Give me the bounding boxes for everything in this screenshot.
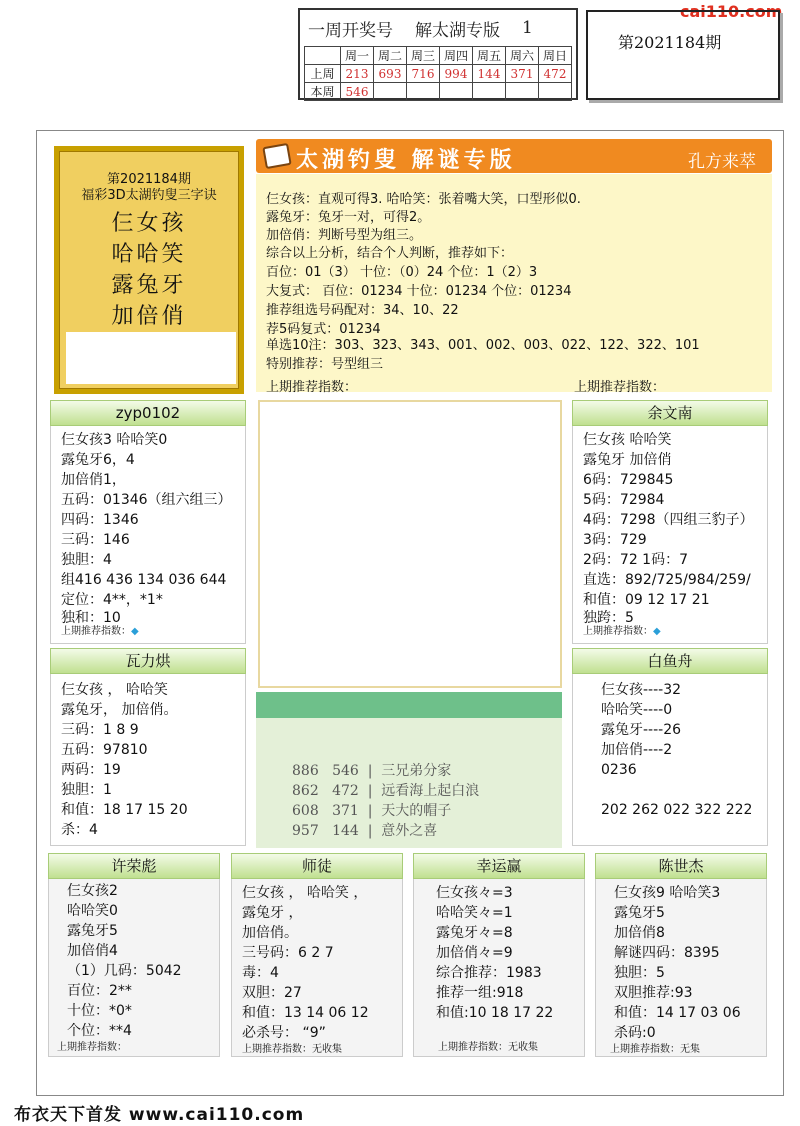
card-title: 许荣彪 <box>48 853 220 879</box>
issue-box <box>586 10 780 100</box>
index-label: 上期推荐指数：无集 <box>610 1044 700 1055</box>
card-line: 仨女孩----32 <box>601 682 682 698</box>
table-row <box>305 65 572 83</box>
card-line: 四码：1346 <box>61 512 139 528</box>
analysis-line: 加倍俏：判断号型为组三。 <box>266 228 423 243</box>
card-line: 加倍俏1， <box>61 472 126 488</box>
day-header: 周三 <box>407 47 440 65</box>
expert-card-baiyuzhou <box>572 648 768 846</box>
card-line: 露兔牙----26 <box>601 722 682 738</box>
card-line: 三码：146 <box>61 532 130 548</box>
card-line: 哈哈笑0 <box>67 903 118 919</box>
card-title: 瓦力烘 <box>50 648 246 674</box>
card-line: 和值：09 12 17 21 <box>583 592 710 608</box>
card-line: 两码：19 <box>61 762 121 778</box>
draw-number: 144 <box>473 65 506 83</box>
card-line: 毒：4 <box>242 965 279 981</box>
draw-number: 994 <box>440 65 473 83</box>
riddle-words <box>60 208 238 332</box>
expert-card-chenshijie <box>595 853 767 1057</box>
card-title: 师徒 <box>231 853 403 879</box>
diamond-icon: ◆ <box>131 626 139 637</box>
table-row <box>305 47 572 65</box>
card-line: 独胆：1 <box>61 782 112 798</box>
expert-card-zyp0102 <box>50 400 246 644</box>
draw-number: 693 <box>374 65 407 83</box>
row-label: 上周 <box>305 65 341 83</box>
draw-number: 472 <box>539 65 572 83</box>
card-line: 十位：*0* <box>67 1003 132 1019</box>
card-title: 幸运赢 <box>413 853 585 879</box>
card-line: 独胆：4 <box>61 552 112 568</box>
card-line: 6码：729845 <box>583 472 674 488</box>
scroll-icon <box>262 143 291 169</box>
expert-card-walihong <box>50 648 246 846</box>
card-line: 组416 436 134 036 644 <box>61 572 227 588</box>
card-line: 杀码:0 <box>614 1025 656 1041</box>
analysis-line: 单选10注：303、323、343、001、002、003、022、122、322、101 <box>266 338 700 353</box>
history-line: 862 472 | 远看海上起白浪 <box>292 783 480 799</box>
card-line: 露兔牙5 <box>614 905 665 921</box>
card-line: 加倍俏----2 <box>601 742 673 758</box>
riddle-subtitle: 福彩3D太湖钓叟三字诀 <box>81 188 217 203</box>
riddle-word: 露兔牙 <box>111 273 187 298</box>
riddle-word: 仨女孩 <box>111 211 187 236</box>
day-header: 周二 <box>374 47 407 65</box>
index-label: 上期推荐指数：无收集 <box>242 1044 342 1055</box>
weekly-title-left: 一周开奖号 <box>308 20 393 41</box>
card-line: 和值：14 17 03 06 <box>614 1005 741 1021</box>
card-line: （1）几码：5042 <box>67 963 182 979</box>
draw-number <box>539 83 572 101</box>
analysis-line: 大复式： 百位：01234 十位：01234 个位：01234 <box>266 284 572 299</box>
card-line: 必杀号： “9” <box>242 1025 326 1041</box>
card-title: zyp0102 <box>50 400 246 426</box>
card-line: 个位：**4 <box>67 1023 132 1039</box>
card-line: 双胆推荐:93 <box>614 985 693 1001</box>
card-line <box>601 780 767 800</box>
card-line: 加倍俏。 <box>242 925 298 941</box>
day-header: 周一 <box>341 47 374 65</box>
section-author: 孔方来萃 <box>688 152 756 172</box>
card-line: 加倍俏々=9 <box>436 945 513 961</box>
section-title: 太湖钓叟 解谜专版 <box>296 147 516 173</box>
riddle-box <box>54 146 244 394</box>
card-line: 4码：7298（四组三豹子） <box>583 512 754 528</box>
card-line: 定位：4**，*1* <box>61 592 163 608</box>
card-line: 露兔牙6，4 <box>61 452 135 468</box>
card-line: 独和：10 <box>61 610 121 626</box>
history-line: 608 371 | 天大的帽子 <box>292 803 452 819</box>
card-line: 加倍俏4 <box>67 943 118 959</box>
index-label: 上期推荐指数： <box>574 380 666 395</box>
draw-number <box>473 83 506 101</box>
card-line: 百位：2** <box>67 983 132 999</box>
section-title-bar <box>256 139 772 173</box>
card-line: 露兔牙5 <box>67 923 118 939</box>
index-label: 上期推荐指数： <box>61 626 131 637</box>
card-line: 哈哈笑----0 <box>601 702 673 718</box>
draw-number: 213 <box>341 65 374 83</box>
card-line: 露兔牙々=8 <box>436 925 513 941</box>
analysis-panel <box>256 174 772 395</box>
index-label: 上期推荐指数： <box>266 380 358 395</box>
card-title: 陈世杰 <box>595 853 767 879</box>
card-line: 和值:10 18 17 22 <box>436 1005 554 1021</box>
index-row <box>61 626 245 638</box>
card-line: 仨女孩9 哈哈笑3 <box>614 885 721 901</box>
card-line: 五码：97810 <box>61 742 148 758</box>
weekly-draw-title <box>300 14 576 42</box>
center-blank-panel <box>258 400 562 688</box>
card-line: 露兔牙， 加倍俏。 <box>61 702 178 718</box>
weekly-title-right: 解太湖专版 <box>415 20 500 41</box>
day-header: 周五 <box>473 47 506 65</box>
card-line: 仨女孩 ， 哈哈笑 ， <box>242 885 368 901</box>
day-header: 周四 <box>440 47 473 65</box>
expert-card-yuwennan <box>572 400 768 644</box>
card-line: 202 262 022 322 222 <box>601 802 753 818</box>
card-line: 仨女孩2 <box>67 883 118 899</box>
expert-card-xingyunying <box>413 853 585 1057</box>
expert-card-xurongbiao <box>48 853 220 1057</box>
weekly-draw-table <box>304 46 572 101</box>
index-label: 上期推荐指数：无收集 <box>438 1042 538 1053</box>
table-corner <box>305 47 341 65</box>
card-line: 5码：72984 <box>583 492 665 508</box>
diamond-icon: ◆ <box>653 626 661 637</box>
draw-number: 546 <box>341 83 374 101</box>
draw-number <box>506 83 539 101</box>
card-line: 仨女孩 哈哈笑 <box>583 432 672 448</box>
footer-credit[interactable]: 布衣天下首发 www.cai110.com <box>14 1105 305 1125</box>
card-line: 露兔牙 加倍俏 <box>583 452 672 468</box>
card-line: 综合推荐：1983 <box>436 965 542 981</box>
card-line: 推荐一组:918 <box>436 985 524 1001</box>
card-line: 和值：13 14 06 12 <box>242 1005 369 1021</box>
card-line: 五码：01346（组六组三） <box>61 492 232 508</box>
index-label: 上期推荐指数： <box>583 626 653 637</box>
weekly-page-number: 1 <box>522 18 533 38</box>
card-line: 三码：1 8 9 <box>61 722 139 738</box>
index-label: 上期推荐指数： <box>57 1042 127 1053</box>
riddle-word: 哈哈笑 <box>111 242 187 267</box>
card-line: 仨女孩々=3 <box>436 885 513 901</box>
card-line: 杀：4 <box>61 822 98 838</box>
riddle-word: 加倍俏 <box>111 304 187 329</box>
site-brand[interactable]: cai110.com <box>680 2 783 21</box>
card-line: 三号码：6 2 7 <box>242 945 334 961</box>
green-strip <box>256 692 562 718</box>
card-line: 加倍俏8 <box>614 925 665 941</box>
day-header: 周六 <box>506 47 539 65</box>
history-line: 886 546 | 三兄弟分家 <box>292 763 452 779</box>
draw-number: 716 <box>407 65 440 83</box>
card-line: 露兔牙 ， <box>242 905 303 921</box>
analysis-line: 百位：01（3） 十位：（0）24 个位：1（2）3 <box>266 265 538 280</box>
card-line: 0236 <box>601 762 637 778</box>
card-line: 3码：729 <box>583 532 647 548</box>
analysis-line: 综合以上分析，结合个人判断，推荐如下： <box>266 246 514 261</box>
draw-number <box>407 83 440 101</box>
card-title: 余文南 <box>572 400 768 426</box>
weekly-draw-panel <box>298 8 578 100</box>
analysis-line: 仨女孩：直观可得3. 哈哈笑：张着嘴大笑，口型形似0. <box>266 192 581 207</box>
issue-number: 第2021184期 <box>618 33 722 52</box>
card-line: 独跨：5 <box>583 610 634 626</box>
draw-number <box>374 83 407 101</box>
card-line: 仨女孩3 哈哈笑0 <box>61 432 168 448</box>
card-line: 双胆：27 <box>242 985 302 1001</box>
draw-number: 371 <box>506 65 539 83</box>
analysis-line: 荐5码复式：01234 <box>266 322 381 337</box>
riddle-issue: 第2021184期 <box>107 172 191 187</box>
draw-number <box>440 83 473 101</box>
table-row <box>305 83 572 101</box>
card-line: 和值：18 17 15 20 <box>61 802 188 818</box>
expert-card-shitu <box>231 853 403 1057</box>
card-line: 2码：72 1码：7 <box>583 552 688 568</box>
card-line: 直选：892/725/984/259/ <box>583 572 751 588</box>
card-title: 白鱼舟 <box>572 648 768 674</box>
card-line: 解谜四码：8395 <box>614 945 720 961</box>
index-row <box>583 626 767 638</box>
riddle-blank-area <box>66 332 236 384</box>
analysis-line: 露兔牙：兔牙一对，可得2。 <box>266 210 431 225</box>
card-line: 独胆：5 <box>614 965 665 981</box>
history-panel <box>256 718 562 848</box>
analysis-line: 推荐组选号码配对：34、10、22 <box>266 303 459 318</box>
card-line: 哈哈笑々=1 <box>436 905 513 921</box>
history-line: 957 144 | 意外之喜 <box>292 823 438 839</box>
analysis-line: 特别推荐：号型组三 <box>266 357 384 372</box>
day-header: 周日 <box>539 47 572 65</box>
card-line: 仨女孩 ， 哈哈笑 <box>61 682 168 698</box>
row-label: 本周 <box>305 83 341 101</box>
